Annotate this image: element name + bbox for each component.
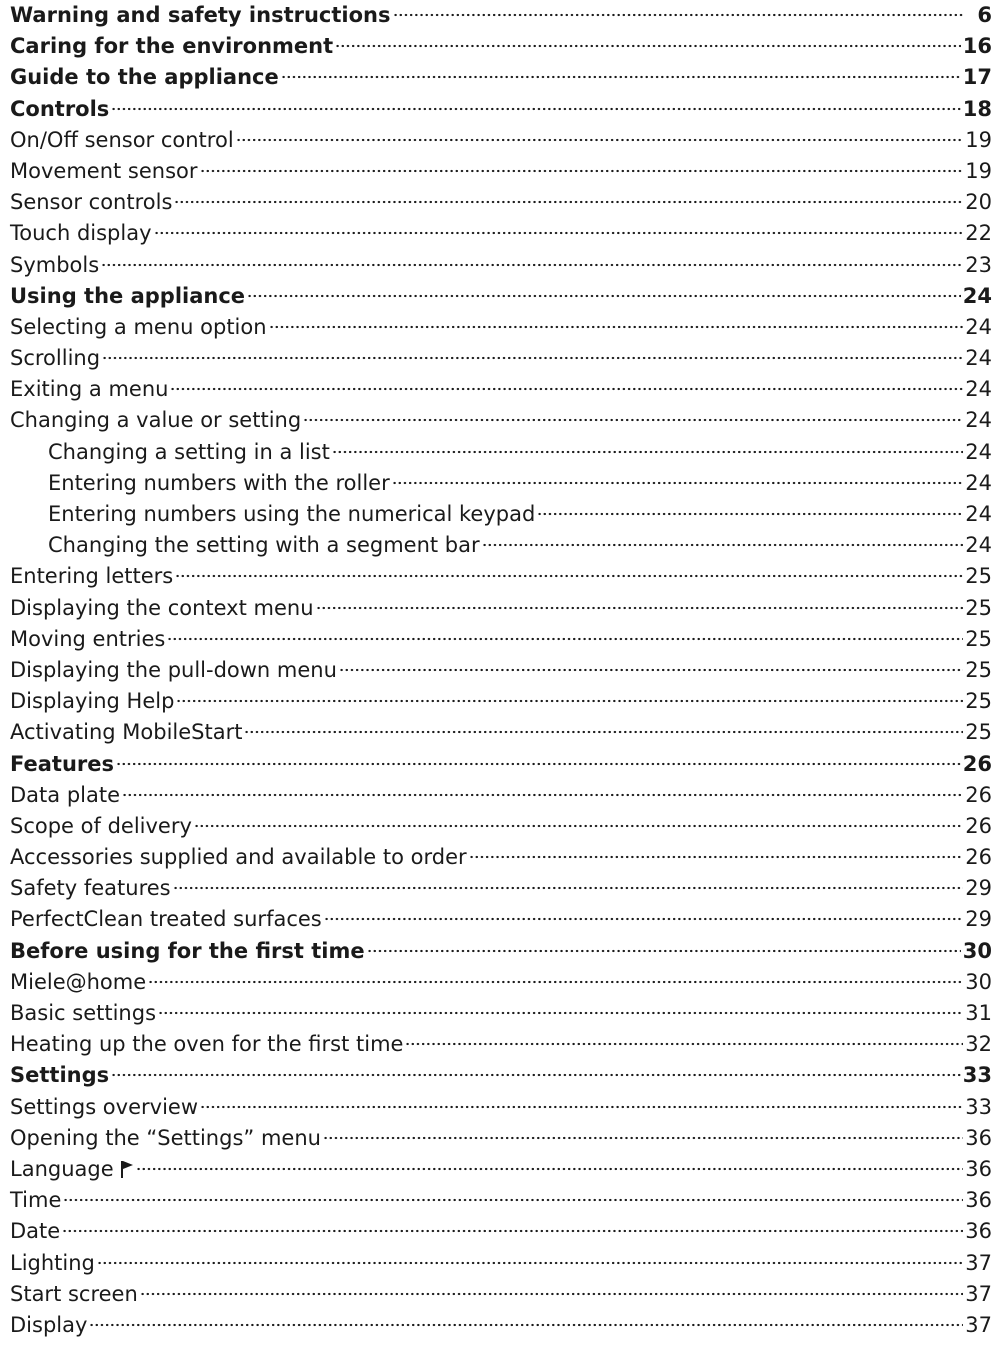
dot-leader [281, 75, 961, 79]
toc-entry-title-text: Data plate [10, 782, 121, 807]
toc-entry-title [10, 405, 301, 436]
toc-entry-title [10, 62, 279, 93]
toc-entry-title-text: Opening the “Settings” menu [10, 1125, 321, 1150]
toc-entry-page-number: 24 [965, 314, 992, 339]
toc-entry-title-text: Changing a setting in a list [48, 439, 330, 464]
toc-entry[interactable] [10, 1310, 992, 1341]
toc-entry[interactable] [10, 1248, 992, 1279]
toc-entry[interactable] [10, 499, 992, 530]
dot-leader [323, 1136, 963, 1140]
dot-leader [174, 200, 963, 204]
toc-entry-title-text: Settings overview [10, 1094, 198, 1119]
toc-entry-page-number: 25 [965, 657, 992, 682]
toc-entry-title [10, 312, 267, 343]
toc-entry-title-text: Warning and safety instructions [10, 3, 391, 27]
toc-entry-title [10, 343, 100, 374]
dot-leader [116, 762, 961, 766]
toc-entry[interactable] [10, 1092, 992, 1123]
toc-entry-title [10, 1310, 87, 1341]
toc-entry[interactable] [10, 31, 992, 62]
toc-entry-title [10, 1092, 198, 1123]
toc-entry-title [10, 1060, 109, 1091]
toc-entry[interactable] [10, 125, 992, 156]
toc-entry[interactable] [10, 904, 992, 935]
toc-entry[interactable] [10, 749, 992, 780]
toc-entry[interactable] [10, 1123, 992, 1154]
toc-entry-page-number: 17 [962, 65, 992, 90]
toc-entry[interactable] [10, 1279, 992, 1310]
toc-entry-page-number: 25 [965, 689, 992, 714]
dot-leader [200, 169, 964, 173]
toc-entry[interactable] [10, 62, 992, 93]
dot-leader [324, 917, 964, 921]
toc-entry-title-text: Changing a value or setting [10, 408, 302, 433]
toc-entry-title [10, 624, 165, 655]
dot-leader [176, 699, 963, 703]
dot-leader [173, 886, 964, 890]
toc-entry-title [10, 1185, 61, 1216]
toc-entry[interactable] [10, 593, 992, 624]
toc-entry-page-number: 36 [965, 1156, 992, 1181]
dot-leader [339, 668, 963, 672]
toc-entry[interactable] [10, 717, 992, 748]
toc-entry-title [10, 1154, 134, 1185]
toc-entry-page-number: 36 [965, 1125, 992, 1150]
toc-entry-page-number: 37 [965, 1281, 992, 1306]
toc-entry-page-number: 6 [977, 3, 992, 27]
toc-entry-page-number: 37 [965, 1312, 992, 1337]
toc-entry-title [10, 873, 171, 904]
toc-entry-title [10, 998, 156, 1029]
dot-leader [63, 1198, 963, 1202]
toc-entry-title [10, 593, 314, 624]
dot-leader [170, 387, 963, 391]
toc-entry-page-number: 22 [965, 221, 992, 246]
toc-entry-title-text: Start screen [10, 1281, 138, 1306]
toc-entry-title-text: Language [10, 1156, 114, 1181]
toc-entry-title-text: Accessories supplied and available to order [10, 845, 467, 870]
toc-entry-title [10, 94, 109, 125]
toc-entry-title-text: Date [10, 1219, 61, 1244]
dot-leader [140, 1292, 963, 1296]
toc-entry-page-number: 24 [965, 533, 992, 558]
toc-entry-page-number: 24 [965, 408, 992, 433]
dot-leader [335, 44, 961, 48]
toc-entry-title [10, 811, 192, 842]
toc-entry-title-text: On/Off sensor control [10, 127, 234, 152]
toc-entry-title [10, 437, 330, 468]
toc-entry-title [10, 1279, 138, 1310]
toc-entry-title-text: Before using for the first time [10, 938, 365, 963]
toc-entry-title-text: Safety features [10, 876, 171, 901]
dot-leader [148, 980, 963, 984]
toc-entry[interactable] [10, 1060, 992, 1091]
toc-entry-title-text: Basic settings [10, 1001, 157, 1025]
dot-leader [247, 294, 961, 298]
dot-leader [154, 231, 964, 235]
toc-entry-title [10, 218, 152, 249]
toc-entry[interactable] [10, 686, 992, 717]
dot-leader [102, 356, 963, 360]
toc-entry-title-text: Using the appliance [10, 283, 246, 308]
toc-entry-title [10, 904, 322, 935]
toc-entry-title [10, 561, 173, 592]
toc-entry-title [10, 281, 245, 312]
toc-entry-title [10, 936, 365, 967]
toc-entry[interactable] [10, 437, 992, 468]
toc-entry[interactable] [10, 250, 992, 281]
toc-entry-page-number: 24 [965, 346, 992, 371]
toc-entry[interactable] [10, 780, 992, 811]
toc-entry-title [10, 374, 168, 405]
toc-entry-title-text: Time [10, 1188, 62, 1213]
dot-leader [194, 824, 963, 828]
toc-entry-title [10, 686, 174, 717]
toc-entry-title-text: Entering numbers with the roller [48, 470, 390, 495]
toc-entry-title [10, 1216, 60, 1247]
dot-leader [482, 543, 964, 547]
toc-entry-title [10, 717, 242, 748]
toc-entry[interactable] [10, 94, 992, 125]
table-of-contents [10, 0, 992, 1341]
toc-entry-title [10, 156, 198, 187]
toc-entry-page-number: 18 [962, 96, 992, 121]
toc-entry[interactable] [10, 1216, 992, 1247]
dot-leader [62, 1229, 963, 1233]
toc-entry-title [10, 1248, 95, 1279]
dot-leader [200, 1105, 963, 1109]
dot-leader [136, 1167, 964, 1171]
toc-entry-page-number: 30 [965, 969, 992, 994]
dot-leader [316, 606, 964, 610]
dot-leader [97, 1261, 963, 1265]
toc-entry-page-number: 16 [962, 34, 992, 59]
dot-leader [392, 481, 964, 485]
toc-entry-page-number: 26 [965, 782, 992, 807]
toc-entry-page-number: 26 [965, 813, 992, 838]
toc-entry-page-number: 24 [962, 283, 992, 308]
toc-entry-title [10, 655, 337, 686]
toc-entry-page-number: 25 [965, 564, 992, 589]
toc-entry-page-number: 36 [965, 1188, 992, 1213]
toc-entry-page-number: 32 [965, 1032, 992, 1057]
toc-entry-page-number: 25 [965, 626, 992, 651]
toc-entry-page-number: 36 [965, 1219, 992, 1244]
toc-entry-title-text: Features [10, 751, 114, 776]
toc-entry-page-number: 24 [965, 377, 992, 402]
toc-entry-title-text: Guide to the appliance [10, 65, 279, 90]
toc-entry-title-text: Scrolling [10, 346, 101, 371]
toc-entry-title-text: Changing the setting with a segment bar [48, 533, 480, 558]
dot-leader [367, 949, 961, 953]
toc-entry-title-text: Activating MobileStart [10, 720, 243, 745]
toc-entry[interactable] [10, 967, 992, 998]
toc-entry-page-number: 19 [965, 127, 992, 152]
dot-leader [537, 512, 963, 516]
toc-entry-page-number: 26 [962, 751, 992, 776]
toc-entry-title [10, 530, 480, 561]
toc-entry[interactable] [10, 1029, 992, 1060]
toc-entry-title [10, 780, 120, 811]
toc-entry-title [10, 250, 99, 281]
toc-entry[interactable] [10, 312, 992, 343]
toc-entry-title [10, 1123, 321, 1154]
toc-entry[interactable] [10, 281, 992, 312]
toc-entry[interactable] [10, 998, 992, 1029]
dot-leader [393, 13, 965, 17]
dot-leader [167, 637, 963, 641]
dot-leader [244, 730, 963, 734]
toc-entry-title [10, 499, 535, 530]
dot-leader [122, 793, 963, 797]
dot-leader [175, 574, 963, 578]
toc-entry[interactable] [10, 842, 992, 873]
toc-entry-title-text: Scope of delivery [10, 813, 192, 838]
toc-entry-title-text: Displaying the context menu [10, 595, 314, 620]
toc-entry-page-number: 19 [965, 158, 992, 183]
toc-entry-page-number: 29 [965, 907, 992, 932]
toc-entry[interactable] [10, 1154, 992, 1185]
toc-entry-page-number: 25 [965, 595, 992, 620]
dot-leader [111, 107, 960, 111]
toc-entry-page-number: 20 [965, 190, 992, 215]
toc-entry-title [10, 1029, 403, 1060]
toc-entry[interactable] [10, 156, 992, 187]
toc-entry[interactable] [10, 936, 992, 967]
toc-entry-title-text: Symbols [10, 252, 100, 277]
toc-entry-title [10, 125, 234, 156]
toc-entry-title [10, 967, 146, 998]
toc-entry-title-text: PerfectClean treated surfaces [10, 907, 322, 932]
dot-leader [332, 450, 963, 454]
toc-entry-page-number: 23 [965, 252, 992, 277]
toc-entry-page-number: 33 [965, 1094, 992, 1119]
toc-entry[interactable] [10, 655, 992, 686]
toc-entry-page-number: 24 [965, 470, 992, 495]
dot-leader [101, 263, 963, 267]
toc-entry[interactable] [10, 405, 992, 436]
dot-leader [111, 1073, 961, 1077]
toc-entry-title-text: Miele@home [10, 969, 147, 994]
toc-entry-title [10, 749, 114, 780]
toc-entry-page-number: 24 [965, 439, 992, 464]
toc-entry-page-number: 25 [965, 720, 992, 745]
toc-entry-page-number: 30 [962, 938, 992, 963]
toc-entry-title-text: Sensor controls [10, 190, 173, 215]
toc-entry-title-text: Settings [10, 1063, 110, 1088]
toc-entry[interactable] [10, 468, 992, 499]
toc-entry-title-text: Moving entries [10, 626, 166, 651]
toc-entry[interactable] [10, 530, 992, 561]
toc-entry-title-text: Displaying Help [10, 689, 175, 714]
toc-entry-title-text: Displaying the pull-down menu [10, 657, 337, 682]
dot-leader [303, 418, 963, 422]
dot-leader [469, 855, 964, 859]
toc-entry-page-number: 31 [965, 1001, 992, 1025]
toc-entry-title-text: Selecting a menu option [10, 314, 267, 339]
toc-entry[interactable] [10, 343, 992, 374]
toc-entry[interactable] [10, 374, 992, 405]
toc-entry-title-text: Exiting a menu [10, 377, 169, 402]
toc-entry-title-text: Lighting [10, 1250, 95, 1275]
toc-entry[interactable] [10, 624, 992, 655]
toc-entry-page-number: 33 [962, 1063, 992, 1088]
toc-entry-title-text: Entering letters [10, 564, 174, 589]
toc-entry-page-number: 29 [965, 876, 992, 901]
toc-entry-title-text: Movement sensor [10, 158, 198, 183]
toc-entry[interactable] [10, 873, 992, 904]
dot-leader [158, 1011, 963, 1015]
dot-leader [236, 138, 964, 142]
toc-entry[interactable] [10, 1185, 992, 1216]
toc-entry-title-text: Heating up the oven for the first time [10, 1032, 404, 1057]
toc-entry-title [10, 468, 390, 499]
toc-entry-page-number: 24 [965, 502, 992, 526]
toc-entry-title [10, 31, 333, 62]
flag-icon [120, 1160, 134, 1178]
toc-entry-title-text: Touch display [10, 221, 152, 246]
toc-entry-title-text: Controls [10, 96, 110, 121]
toc-entry-title [10, 842, 467, 873]
toc-entry-page-number: 26 [965, 845, 992, 870]
toc-entry-title [10, 187, 172, 218]
toc-entry[interactable] [10, 561, 992, 592]
dot-leader [269, 325, 964, 329]
toc-entry[interactable] [10, 0, 992, 31]
toc-entry-title [10, 0, 391, 31]
dot-leader [405, 1042, 963, 1046]
toc-entry[interactable] [10, 187, 992, 218]
dot-leader [89, 1323, 963, 1327]
toc-entry-title-text: Caring for the environment [10, 34, 334, 59]
toc-entry[interactable] [10, 218, 992, 249]
toc-entry-title-text: Display [10, 1312, 88, 1337]
toc-entry[interactable] [10, 811, 992, 842]
toc-entry-page-number: 37 [965, 1250, 992, 1275]
toc-entry-title-text: Entering numbers using the numerical keypad [48, 502, 536, 526]
